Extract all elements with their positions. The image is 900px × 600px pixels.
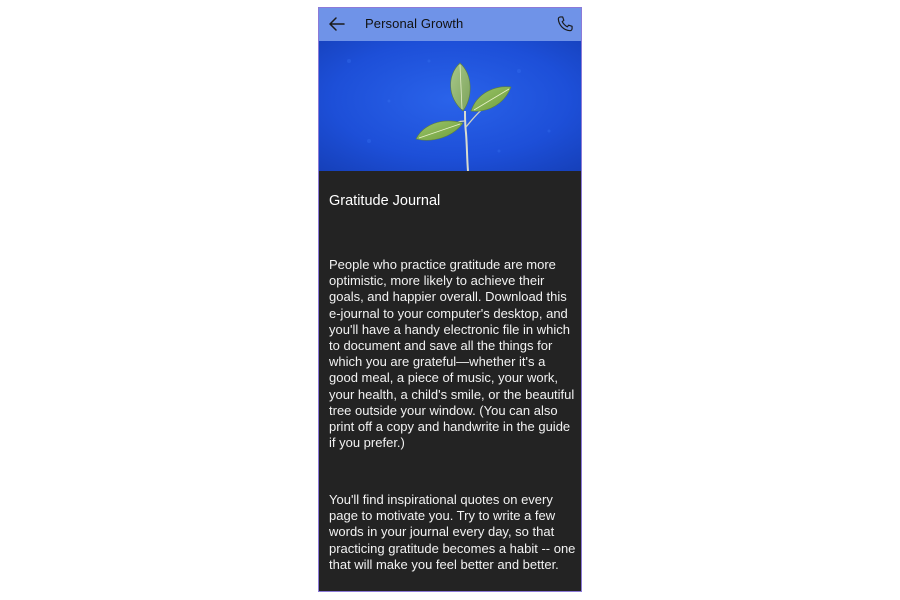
article-paragraph-1: People who practice gratitude are more optimistic, more likely to achieve their goals, and happier overall. Download this e-journal to your computer's desktop, and you'll have a handy electronic file in which to document and save all the things for which you are grateful—whether it's a good meal, a piece of music, your work, your health, a child's smile, or the beautiful tree outside your window. (You can also print off a copy and handwrite in the guide if you prefer.) [329, 257, 575, 451]
arrow-left-icon [327, 14, 347, 34]
article-paragraph-2: You'll find inspirational quotes on every page to motivate you. Try to write a few words in your journal every day, so that practicing gratitude becomes a habit -- one that will make you feel better and better. [329, 492, 576, 572]
page-title: Personal Growth [365, 16, 464, 31]
phone-screen [318, 7, 582, 592]
call-button[interactable] [555, 14, 575, 34]
app-bar [319, 8, 581, 41]
phone-icon [555, 14, 575, 34]
article-title: Gratitude Journal [329, 193, 441, 209]
plant-sprout-image [319, 41, 581, 171]
back-button[interactable] [327, 14, 347, 34]
hero-image [319, 41, 581, 171]
